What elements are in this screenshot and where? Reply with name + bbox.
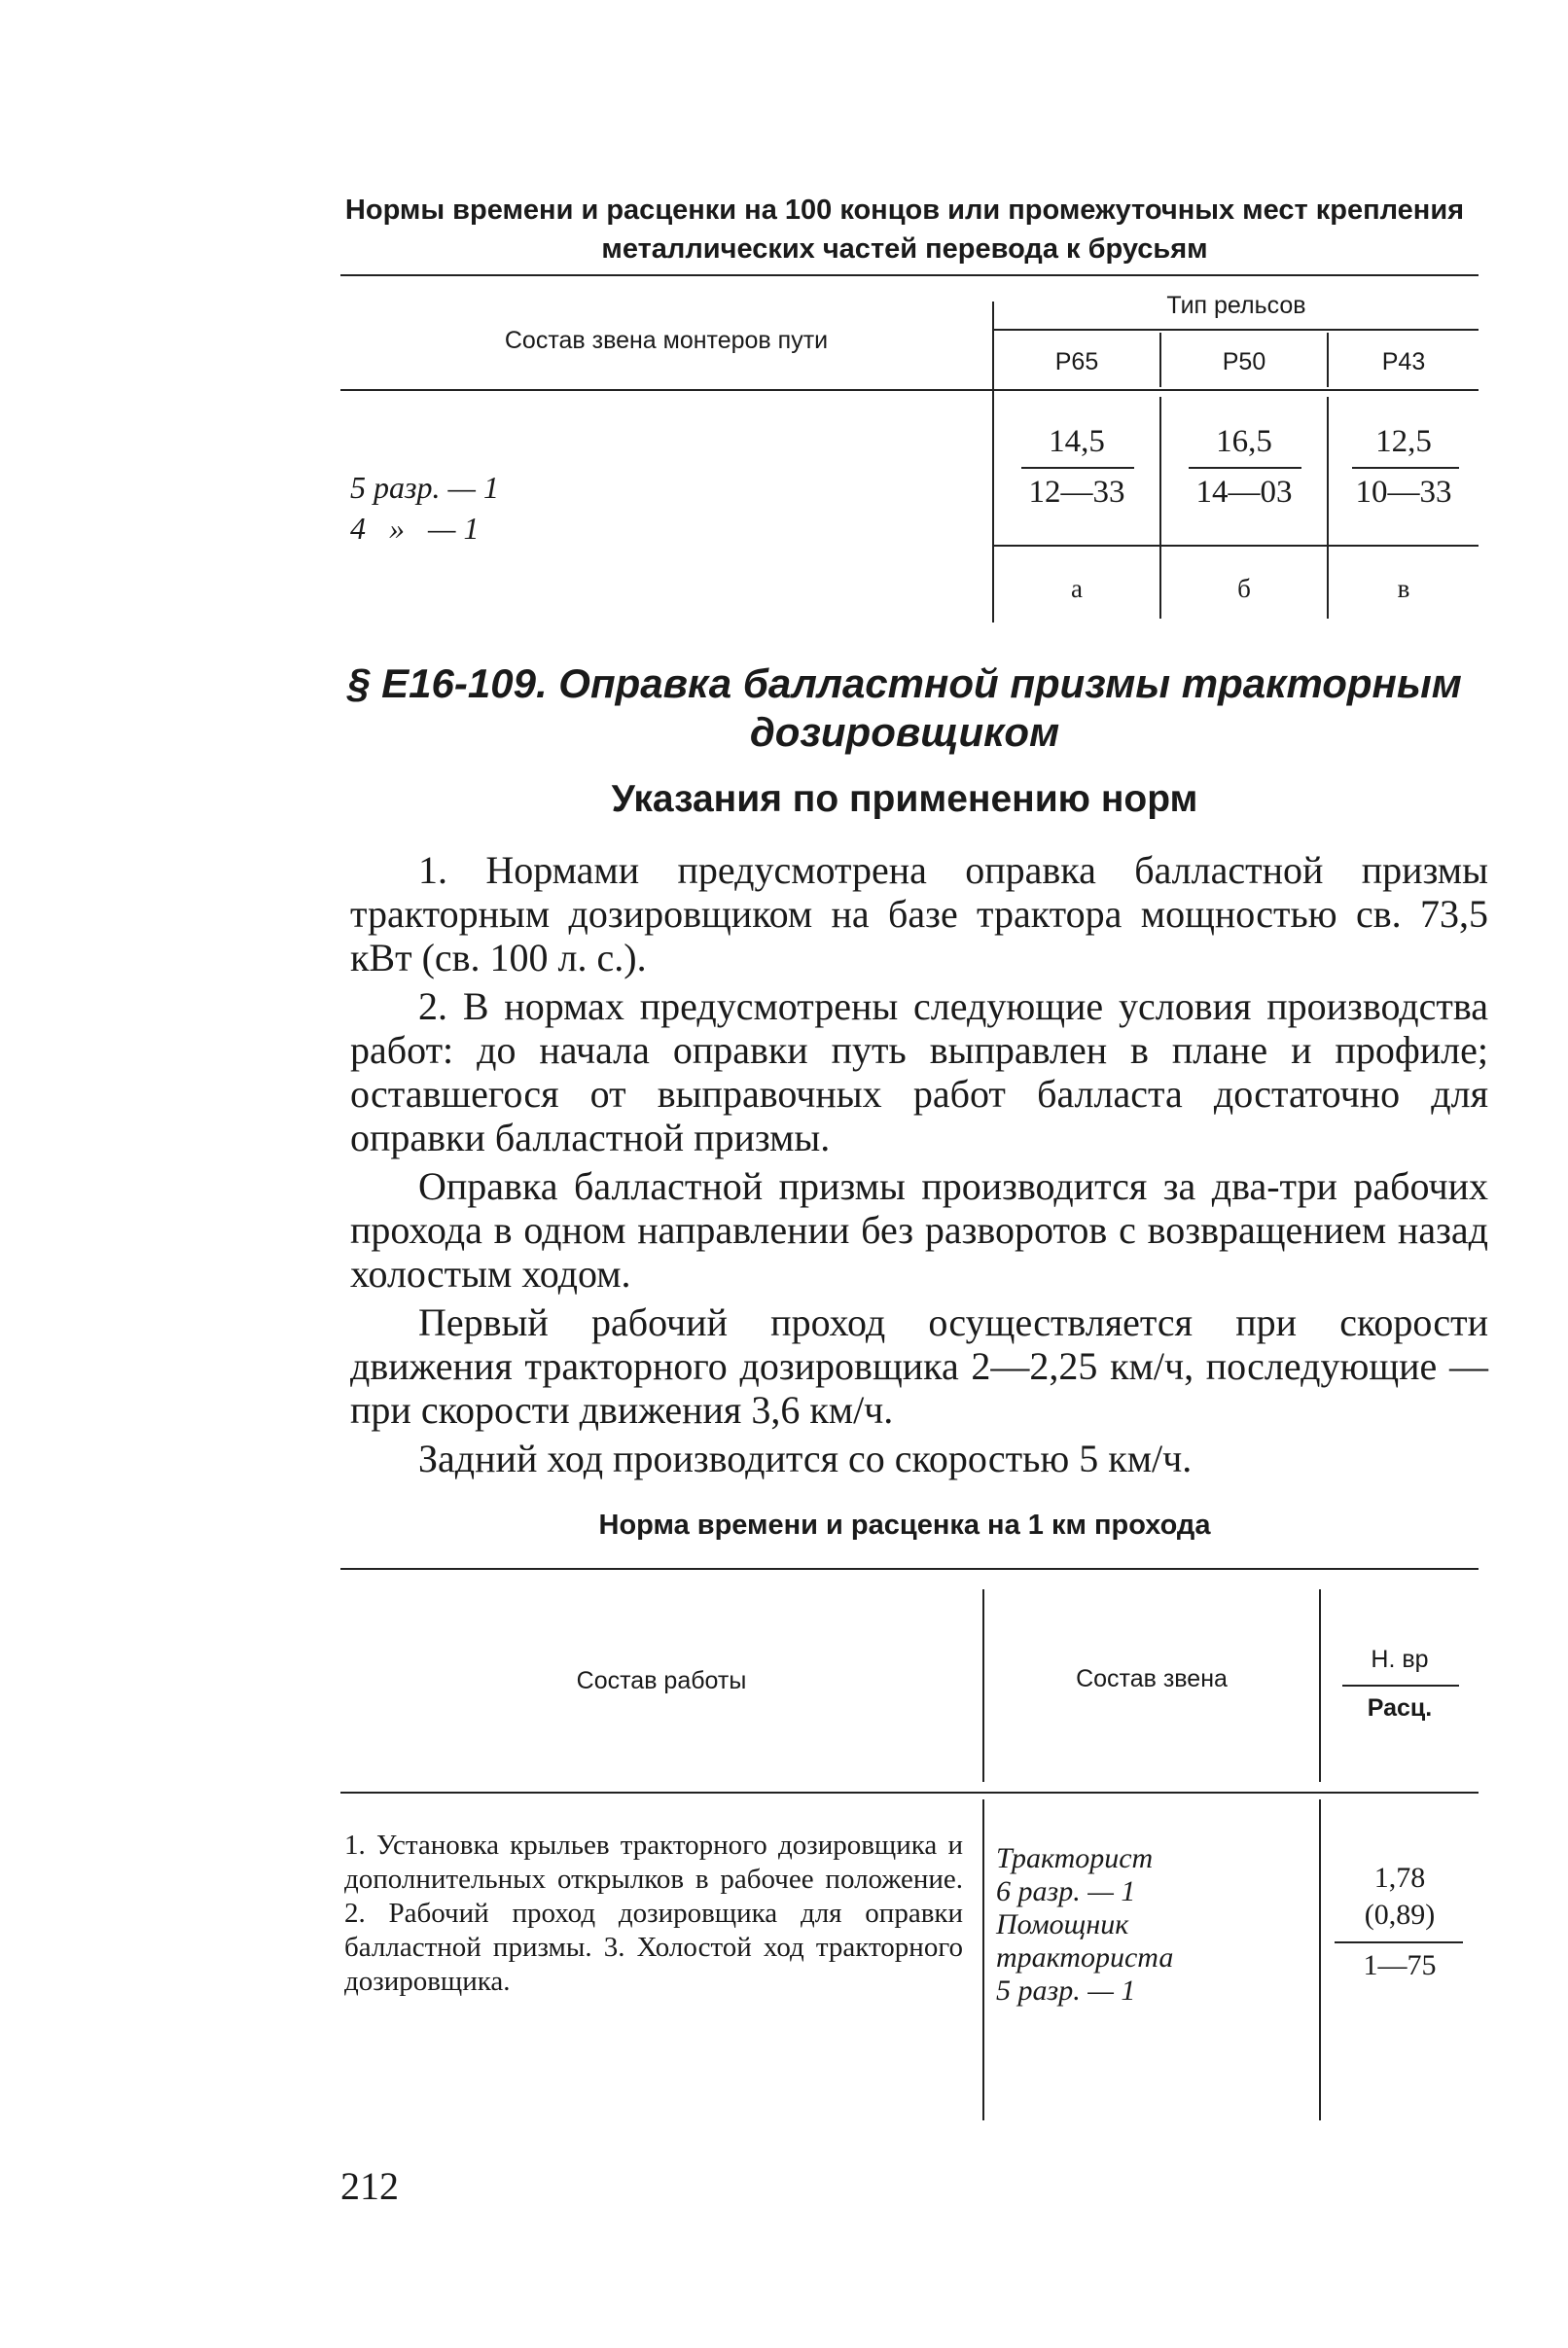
table1-header-rule	[340, 389, 1479, 391]
fraction-bar	[1021, 467, 1134, 469]
rate-p43: 10—33	[1355, 475, 1452, 510]
rate-p50: 14—03	[1195, 475, 1293, 510]
crew-composition	[350, 467, 499, 549]
table2-col-divider	[982, 1799, 984, 2120]
work-composition-header: Состав работы	[576, 1667, 747, 1694]
paragraph: 1. Нормами предусмотрена оправка балластной призмы тракторным дозировщиком на базе трактора мощностью св. 73,5 кВт (св. 100 л. с.).	[350, 848, 1488, 979]
norm-table-1km	[340, 1568, 1479, 2122]
norm-time-p43: 12,5	[1375, 424, 1432, 459]
rail-type-p50: Р50	[1222, 348, 1266, 375]
paragraph: Оправка балластной призмы производится за два-три рабочих прохода в одном направлении без разворотов с возвращением назад холостым ходом.	[350, 1164, 1488, 1296]
norm-time-header: Н. вр	[1371, 1646, 1429, 1673]
paragraph: Задний ход производится со скоростью 5 км/ч.	[418, 1437, 1193, 1480]
column-letter-b: б	[1237, 574, 1251, 603]
table1-group-rule	[994, 329, 1479, 331]
norm-time-value: 1,78	[1373, 1862, 1426, 1894]
rate-p65: 12—33	[1028, 475, 1125, 510]
crew-list	[996, 1842, 1288, 2008]
norm-time-p65: 14,5	[1049, 424, 1105, 459]
time-norms-table	[340, 274, 1479, 632]
crew-header: Состав звена монтеров пути	[504, 327, 829, 354]
crew-line: 6 разр. — 1	[996, 1875, 1136, 1907]
table1-letters-rule	[994, 545, 1479, 547]
table2-caption: Норма времени и расценка на 1 км прохода	[598, 1510, 1211, 1541]
section-title: § Е16-109. Оправка балластной призмы тракторным дозировщиком	[347, 660, 1462, 755]
norm-time-p50: 16,5	[1216, 424, 1272, 459]
crew-line: 4 » — 1	[350, 511, 480, 546]
rail-type-p43: Р43	[1381, 348, 1426, 375]
rail-type-p65: Р65	[1054, 348, 1099, 375]
work-description: 1. Установка крыльев тракторного дозировщика и дополнительных открылков в рабочее положение. 2. Рабочий проход дозировщика для оправки балластной призмы. 3. Холостой ход тракторного дозировщика.	[344, 1830, 963, 1997]
paragraph: 2. В нормах предусмотрены следующие условия производства работ: до начала оправки путь выправлен в плане и профиле; оставшегося от выправочных работ балласта достаточно для оправки балластной призмы.	[350, 984, 1488, 1159]
crew-line: 5 разр. — 1	[350, 470, 499, 505]
fraction-bar	[1189, 467, 1301, 469]
rate-value: 1—75	[1363, 1949, 1437, 1981]
header-fraction-bar	[1342, 1685, 1459, 1687]
paragraph: Первый рабочий проход осуществляется при скорости движения тракторного дозировщика 2—2,25 км/ч, последующие — при скорости движения 3,6 км/ч.	[350, 1300, 1488, 1432]
rail-type-header: Тип рельсов	[1166, 292, 1306, 319]
instructions-heading: Указания по применению норм	[611, 778, 1198, 820]
table1-caption: Нормы времени и расценки на 100 концов или промежуточных мест крепления металлических частей перевода к брусьям	[344, 195, 1465, 265]
column-letter-v: в	[1397, 574, 1410, 603]
column-letter-a: а	[1071, 574, 1083, 603]
crew-line: Помощник	[996, 1908, 1129, 1940]
crew-line: Тракторист	[996, 1842, 1154, 1874]
page-number: 212	[340, 2164, 399, 2208]
crew-composition-header: Состав звена	[1076, 1665, 1228, 1692]
table2-col-divider	[1319, 1589, 1321, 1782]
instructions-text	[350, 848, 1488, 1485]
crew-line: тракториста	[996, 1941, 1174, 1974]
fraction-bar	[1352, 467, 1459, 469]
table2-header-rule	[340, 1792, 1479, 1794]
value-fraction-bar	[1335, 1941, 1463, 1943]
table1-top-rule	[340, 274, 1479, 276]
crew-line: 5 разр. — 1	[996, 1974, 1136, 2007]
rate-header: Расц.	[1367, 1694, 1433, 1722]
table2-top-rule	[340, 1568, 1479, 1570]
norm-time-paren: (0,89)	[1364, 1899, 1436, 1931]
